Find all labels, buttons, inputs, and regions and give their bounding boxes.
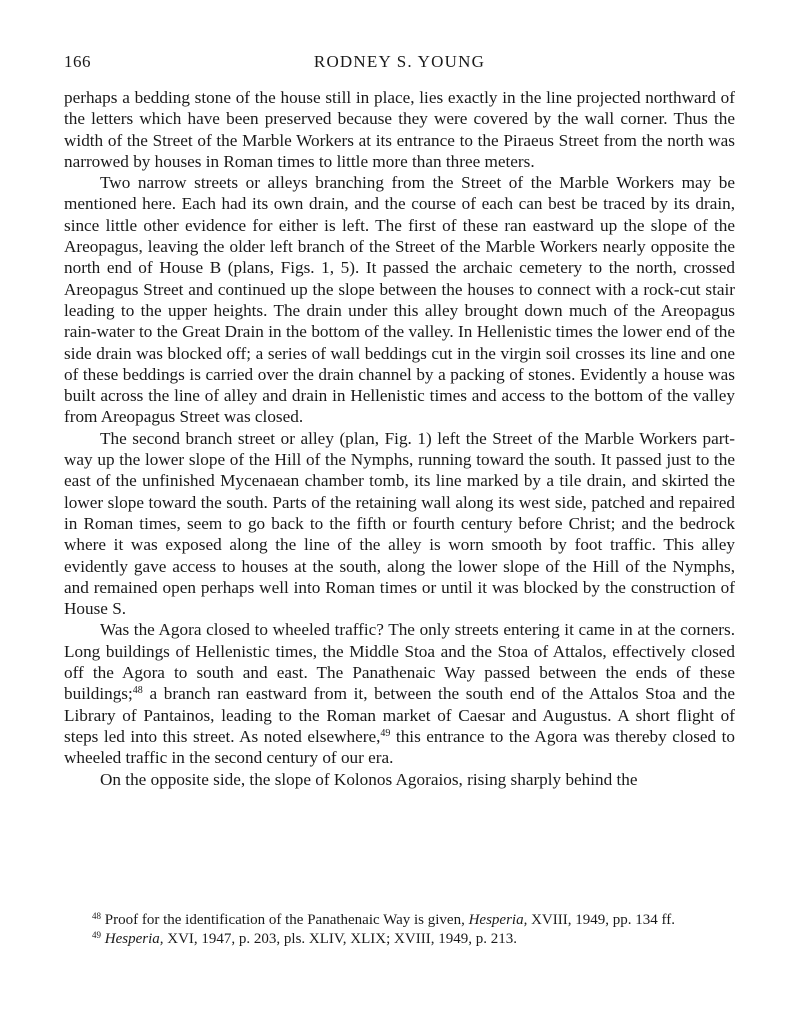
footnote-ref-49: 49 [380, 727, 391, 739]
footnote-text: XVIII, 1949, pp. 134 ff. [527, 912, 675, 928]
body-text [64, 87, 735, 790]
paragraph-second-alley: The second branch street or alley (plan, Fig. 1) left the Street of the Marble Workers part-way up the lower slope of the Hill of the Nymphs, running toward the south. It passed just to the east of the unfinished Mycenaean chamber tomb, its line marked by a tile drain, and skirted the lower slope toward the south. Parts of the retaining wall along its west side, patched and repaired in Roman times, seem to go back to the fifth or fourth century before Christ; and the bedrock where it was exposed along the line of the alley is worn smooth by foot traffic. This alley evidently gave access to houses at the south, along the lower slope of the Hill of the Nymphs, and remained open perhaps well into Roman times or until it was blocked by the construction of House S. [64, 428, 735, 619]
page-header [64, 52, 735, 76]
footnotes [64, 911, 735, 949]
paragraph-text: this entrance to the Agora was thereby closed to wheeled traffic in the second century of our era. [64, 726, 735, 768]
paragraph-text: a branch ran eastward from it, between the south end of the Attalos Stoa and the Library of Pantainos, leading to the Roman market of Caesar and Augustus. A short flight of steps led into this street. As noted elsewhere, [64, 684, 735, 746]
paragraph-alleys: Two narrow streets or alleys branching from the Street of the Marble Workers may be mentioned here. Each had its own drain, and the course of each can best be traced by its drain, since little other evidence for either is left. The first of these ran eastward up the slope of the Areopagus, leaving the older left branch of the Street of the Marble Workers nearly opposite the north end of House B (plans, Figs. 1, 5). It passed the archaic cemetery to the north, crossed Areopagus Street and continued up the slope between the houses to connect with a rock-cut stair leading to the upper heights. The drain under this alley brought down much of the Areopagus rain-water to the Great Drain in the bottom of the valley. In Hellenistic times the lower end of the side drain was blocked off; a series of wall beddings cut in the virgin soil crosses its line and one of these beddings is carried over the drain channel by a packing of stones. Evidently a house was built across the line of alley and drain in Hellenistic times and access to the bottom of the valley from Areopagus Street was closed. [64, 173, 735, 427]
footnote-number: 48 [92, 911, 101, 921]
paragraph-text: Was the Agora closed to wheeled traffic? The only streets entering it came in at the corners. Long buildings of Hellenistic times, the Middle Stoa and the Stoa of Attalos, effectively closed off the Agora to south and east. The Panathenaic Way passed between the ends of these buildings; [64, 620, 735, 704]
running-head: RODNEY S. YOUNG [313, 52, 486, 71]
paragraph-wheeled-traffic [64, 619, 735, 768]
footnote-text: XVI, 1947, p. 203, pls. XLIV, XLIX; XVIII, 1949, p. 213. [163, 931, 517, 947]
footnote-journal: Hesperia, [104, 931, 164, 947]
footnote-journal: Hesperia, [468, 912, 528, 928]
footnote-number: 49 [92, 930, 101, 940]
footnote-ref-48: 48 [132, 685, 143, 697]
paragraph-kolonos: On the opposite side, the slope of Kolonos Agoraios, rising sharply behind the [100, 769, 638, 789]
paragraph-continued: perhaps a bedding stone of the house still in place, lies exactly in the line projected northward of the letters which have been preserved because they were covered by the wall corner. Thus the width of the Street of the Marble Workers at its entrance to the Piraeus Street from the north was narrowed by houses in Roman times to little more than three meters. [64, 88, 735, 171]
page-number: 166 [64, 52, 91, 71]
footnote-49 [64, 930, 735, 949]
footnote-48 [64, 911, 735, 930]
footnote-text: Proof for the identification of the Panathenaic Way is given, [104, 912, 469, 928]
